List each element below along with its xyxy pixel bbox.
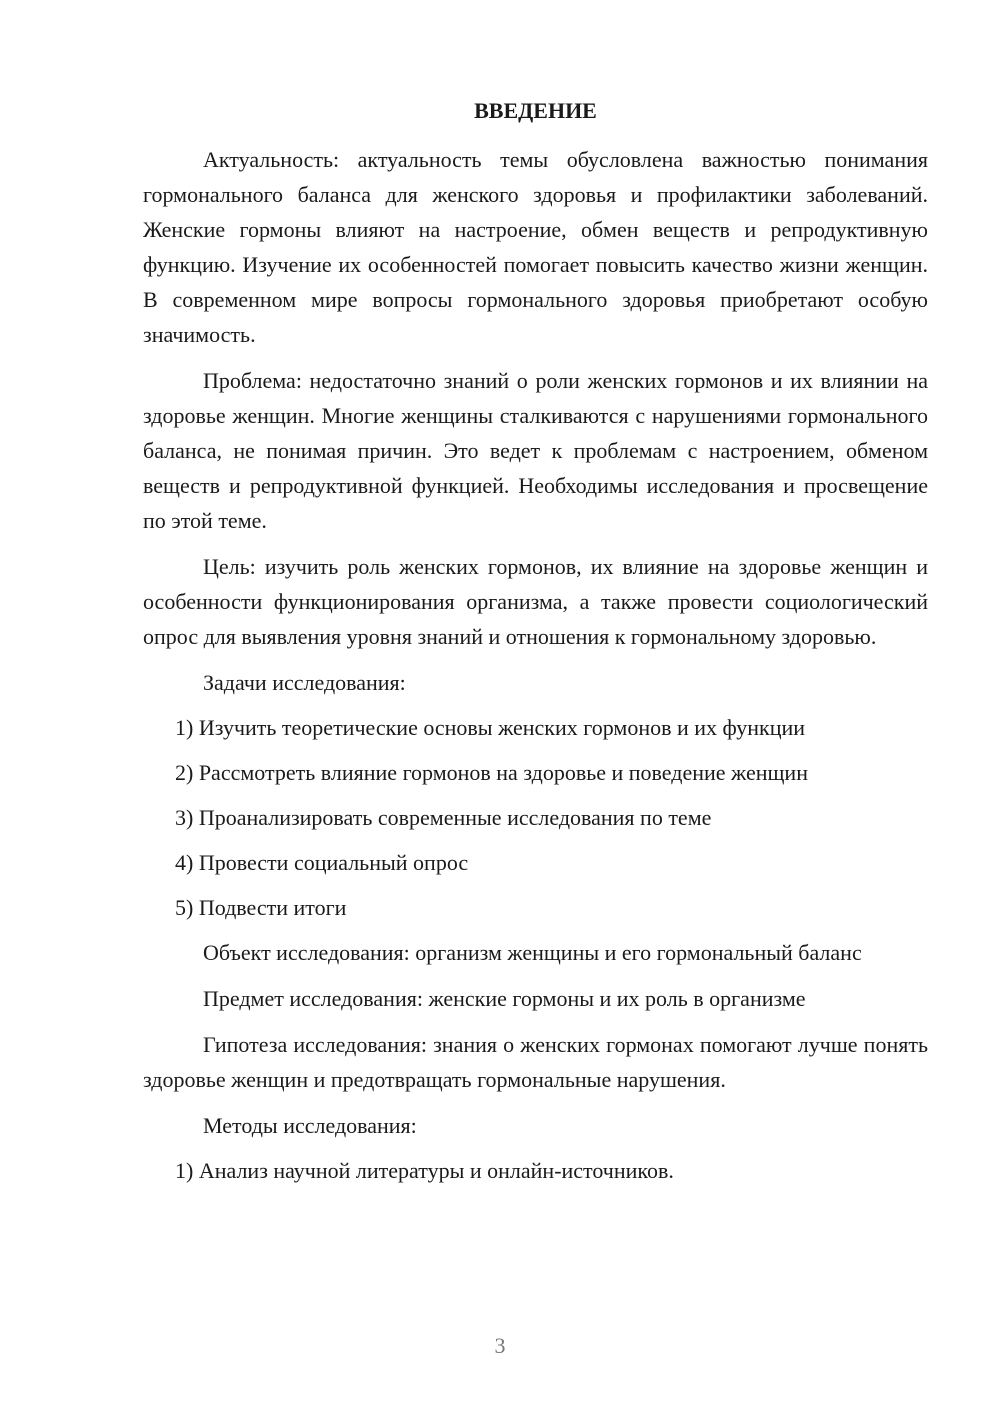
paragraph-subject: Предмет исследования: женские гормоны и их роль в организме bbox=[203, 986, 806, 1011]
method-item: 1) Анализ научной литературы и онлайн-источников. bbox=[175, 1158, 674, 1183]
paragraph-object: Объект исследования: организм женщины и его гормональный баланс bbox=[203, 940, 862, 965]
task-item: 3) Проанализировать современные исследования по теме bbox=[175, 805, 712, 830]
document-title: ВВЕДЕНИЕ bbox=[474, 98, 597, 123]
page-number: 3 bbox=[494, 1333, 506, 1358]
paragraph-hypothesis: Гипотеза исследования: знания о женских гормонах помогают лучше понять здоровье женщин и предотвращать гормональные нарушения. bbox=[143, 1032, 928, 1092]
methods-label: Методы исследования: bbox=[203, 1113, 417, 1138]
task-item: 1) Изучить теоретические основы женских гормонов и их функции bbox=[175, 715, 806, 740]
methods-list bbox=[143, 1153, 928, 1188]
tasks-label: Задачи исследования: bbox=[203, 670, 406, 695]
paragraph-problem: Проблема: недостаточно знаний о роли женских гормонов и их влиянии на здоровье женщин. Многие женщины сталкиваются с нарушениями гормонального баланса, не понимая причин. Это ведет к проблемам с настроением, обменом веществ и репродуктивной функцией. Необходимы исследования и просвещение по этой теме. bbox=[143, 368, 928, 533]
task-item: 4) Провести социальный опрос bbox=[175, 850, 469, 875]
tasks-list bbox=[143, 710, 928, 925]
paragraph-relevance: Актуальность: актуальность темы обусловлена важностью понимания гормонального баланса для женского здоровья и профилактики заболеваний. Женские гормоны влияют на настроение, обмен веществ и репродуктивную функцию. Изучение их особенностей помогает повысить качество жизни женщин. В современном мире вопросы гормонального здоровья приобретают особую значимость. bbox=[143, 147, 928, 347]
paragraph-goal: Цель: изучить роль женских гормонов, их влияние на здоровье женщин и особенности функционирования организма, а также провести социологический опрос для выявления уровня знаний и отношения к гормональному здоровью. bbox=[143, 554, 928, 649]
task-item: 5) Подвести итоги bbox=[175, 895, 347, 920]
task-item: 2) Рассмотреть влияние гормонов на здоровье и поведение женщин bbox=[175, 760, 808, 785]
document-page bbox=[143, 96, 928, 1198]
